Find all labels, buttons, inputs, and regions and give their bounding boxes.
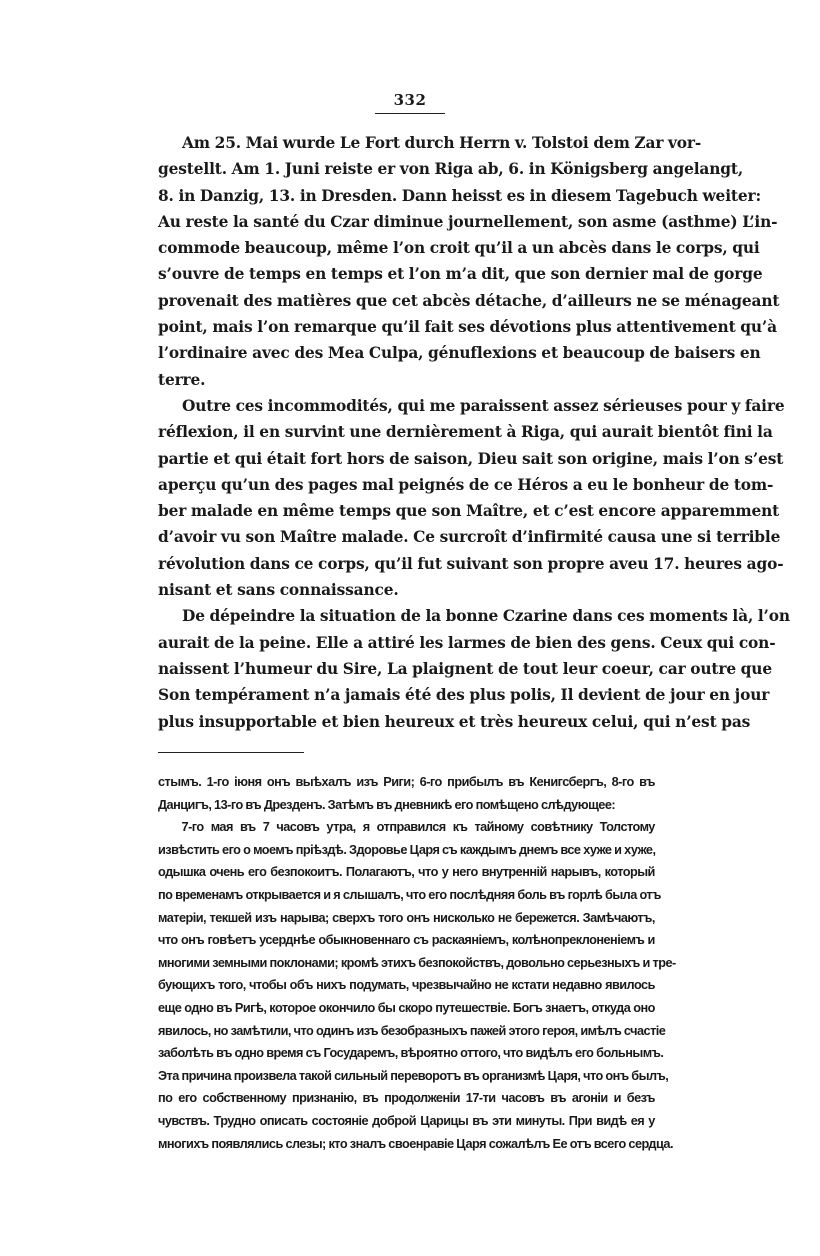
text-line: terre.	[158, 370, 206, 389]
footnote-paragraph	[158, 816, 676, 1155]
page-number: 332	[393, 91, 427, 109]
footnote-line: бующихъ того, чтобы объ нихъ подумать, чрезвычайно не кстати недавно явилось	[158, 977, 655, 993]
text-line: ber malade en même temps que son Maître, et c’est encore apparemment	[158, 502, 780, 521]
footnote-line: заболѣть въ одно время съ Государемъ, вѣроятно оттого, что видѣлъ его больнымъ.	[158, 1045, 664, 1061]
footnote-paragraph	[158, 771, 665, 816]
footnote-line: стымъ. 1-го іюня онъ выѣхалъ изъ Риги; 6-го прибылъ въ Кенигсбергъ, 8-го въ	[158, 774, 655, 789]
paragraph	[158, 603, 790, 734]
footnote-line: по временамъ открывается и я слышалъ, что его послѣдняя боль въ горлѣ была отъ	[158, 886, 661, 902]
text-line: s’ouvre de temps en temps et l’on m’a dit, que son dernier mal de gorge	[158, 265, 763, 284]
text-line: l’ordinaire avec des Mea Culpa, génuflexions et beaucoup de baisers en	[158, 344, 761, 363]
footnote-line: матеріи, текшей изъ нарыва; сверхъ того онъ нисколько не бережется. Замѣчаютъ,	[158, 909, 655, 925]
text-line: nisant et sans connaissance.	[158, 581, 399, 600]
text-line: Au reste la santé du Czar diminue journellement, son asme (asthme) L’in-	[158, 212, 778, 231]
text-line: d’avoir vu son Maître malade. Ce surcroît d’infirmité causa une si terrible	[158, 528, 781, 547]
text-line: réflexion, il en survint une dernièrement à Riga, qui aurait bientôt fini la	[158, 423, 773, 442]
footnote-line: Эта причина произвела такой сильный переворотъ въ организмѣ Царя, что онъ былъ,	[158, 1067, 669, 1083]
footnote-line: одышка очень его безпокоитъ. Полагаютъ, что у него внутренній нарывъ, который	[158, 864, 655, 880]
text-line: provenait des matières que cet abcès détache, d’ailleurs ne se ménageant	[158, 291, 780, 310]
text-line: gestellt. Am 1. Juni reiste er von Riga ab, 6. in Königsberg angelangt,	[158, 160, 744, 179]
text-line: partie et qui était fort hors de saison, Dieu sait son origine, mais l’on s’est	[158, 449, 784, 468]
footnote-line: чувствъ. Трудно описать состояніе доброй Царицы въ эти минуты. При видѣ ея у	[158, 1112, 655, 1128]
text-line: Am 25. Mai wurde Le Fort durch Herrn v. Tolstoi dem Zar vor-	[182, 134, 702, 152]
text-line: Outre ces incommodités, qui me paraissent assez sérieuses pour y faire	[182, 396, 785, 415]
text-line: Son tempérament n’a jamais été des plus polis, Il devient de jour en jour	[158, 686, 770, 705]
footnote-line: многими земными поклонами; кромѣ этихъ безпокойствъ, довольно серьезныхъ и тре-	[158, 954, 676, 970]
text-line: révolution dans ce corps, qu’il fut suivant son propre aveu 17. heures ago-	[158, 554, 784, 573]
footnote-line: 7-го мая въ 7 часовъ утра, я отправился къ тайному совѣтнику Толстому	[181, 819, 655, 835]
paragraph	[158, 130, 780, 393]
text-line: aperçu qu’un des pages mal peignés de ce Héros a eu le bonheur de tom-	[158, 475, 774, 494]
text-line: plus insupportable et bien heureux et très heureux celui, qui n’est pas	[158, 712, 751, 731]
footnote-line: что онъ говѣетъ усерднѣе обыкновеннаго съ раскаяніемъ, колѣнопреклоненіемъ и	[158, 932, 655, 948]
text-line: aurait de la peine. Elle a attiré les larmes de bien des gens. Ceux qui con-	[158, 633, 776, 652]
footnote	[158, 771, 676, 1155]
footnote-line: явилось, но замѣтили, что одинъ изъ безобразныхъ пажей этого героя, имѣлъ счастіе	[158, 1022, 666, 1038]
text-line: De dépeindre la situation de la bonne Czarine dans ces moments là, l’on	[182, 607, 790, 626]
text-line: naissent l’humeur du Sire, La plaignent de tout leur coeur, car outre que	[158, 659, 772, 678]
footnote-separator	[158, 752, 304, 753]
main-text	[158, 130, 790, 735]
footnote-line: извѣстить его о моемъ пріѣздѣ. Здоровье Царя съ каждымъ днемъ все хуже и хуже,	[158, 841, 656, 857]
text-line: point, mais l’on remarque qu’il fait ses dévotions plus attentivement qu’à	[158, 318, 777, 337]
footnote-line: Данцигъ, 13-го въ Дрезденъ. Затѣмъ въ дневникѣ его помѣщено слѣдующее:	[158, 796, 616, 812]
footnote-line: по его собственному признанію, въ продолженіи 17-ти часовъ въ агоніи и безъ	[158, 1090, 655, 1106]
paragraph	[158, 393, 785, 603]
text-line: commode beaucoup, même l’on croit qu’il a un abcès dans le corps, qui	[158, 239, 760, 258]
page-number-rule	[375, 113, 445, 114]
footnote-line: многихъ появлялись слезы; кто зналъ своенравіе Царя сожалѣлъ Ее отъ всего сердца.	[158, 1135, 673, 1151]
text-line: 8. in Danzig, 13. in Dresden. Dann heisst es in diesem Tagebuch weiter:	[158, 186, 761, 205]
footnote-line: еще одно въ Ригѣ, которое окончило бы скоро путешествіе. Богъ знаетъ, откуда оно	[158, 999, 655, 1015]
